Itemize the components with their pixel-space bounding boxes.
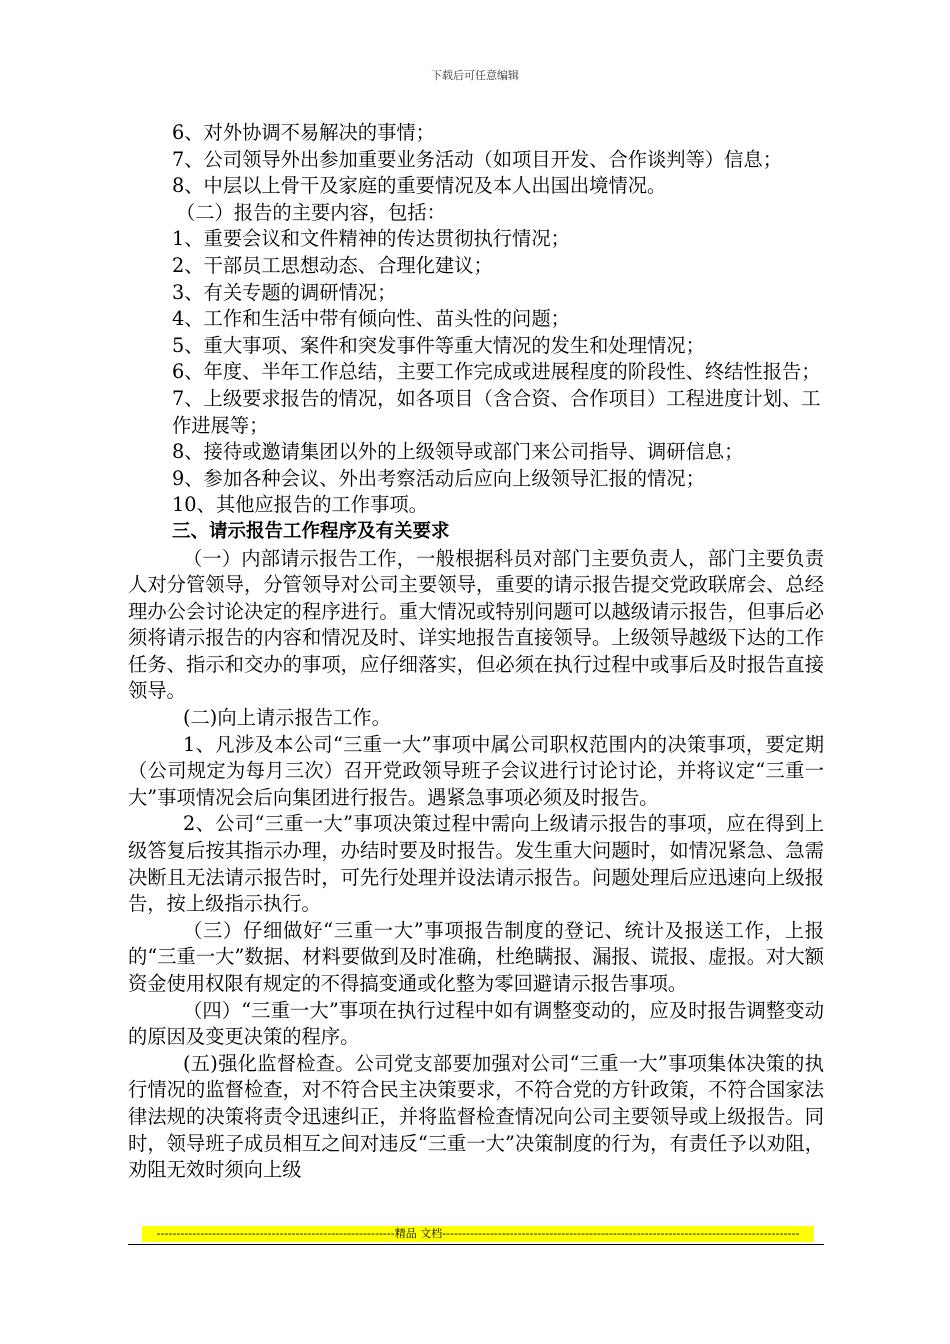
section-3-title: 三、请示报告工作程序及有关要求	[172, 520, 450, 542]
list-item: 10、其他应报告的工作事项。	[172, 493, 428, 517]
list-item: 8、中层以上骨干及家庭的重要情况及本人出国出境情况。	[172, 174, 667, 198]
page-header: 下载后可任意编辑	[431, 69, 519, 82]
list-item: 6、对外协调不易解决的事情；	[172, 121, 435, 144]
footer-banner: ------------------------------------------------------------精品 文档------------------------------------------------------------------------------------------	[142, 1226, 814, 1242]
list-item: 5、重大事项、案件和突发事件等重大情况的发生和处理情况；	[172, 333, 705, 357]
list-item: 7、公司领导外出参加重要业务活动（如项目开发、合作谈判等）信息；	[172, 147, 782, 171]
paragraph: (二)向上请示报告工作。	[183, 706, 391, 730]
footer-divider	[128, 1244, 824, 1245]
list-item: 6、年度、半年工作总结，主要工作完成或进展程度的阶段性、终结性报告；	[172, 360, 821, 384]
list-item: 3、有关专题的调研情况；	[172, 280, 397, 304]
list-b	[128, 226, 824, 519]
paragraph: 1、凡涉及本公司“三重一大”事项中属公司职权范围内的决策事项，要定期（公司规定为每月三次）召开党政领导班子会议进行讨论讨论，并将议定“三重一大”事项情况会后向集团进行报告。遇紧急事项必须及时报告。	[128, 732, 824, 809]
list-item: 1、重要会议和文件精神的传达贯彻执行情况；	[172, 227, 570, 251]
paragraph: （一）内部请示报告工作，一般根据科员对部门主要负责人，部门主要负责人对分管领导，分管领导对公司主要领导，重要的请示报告提交党政联席会、总经理办公会讨论决定的程序进行。重大情况或特别问题可以越级请示报告，但事后必须将请示报告的内容和情况及时、详实地报告直接领导。上级领导越级下达的工作任务、指示和交办的事项，应仔细落实，但必须在执行过程中或事后及时报告直接领导。	[128, 546, 824, 703]
paragraph: 2、公司“三重一大”事项决策过程中需向上级请示报告的事项，应在得到上级答复后按其指示办理，办结时要及时报告。发生重大问题时，如情况紧急、急需决断且无法请示报告时，可先行处理并设法请示报告。问题处理后应迅速向上级报告，按上级指示执行。	[128, 812, 824, 916]
list-item: 7、上级要求报告的情况，如各项目（含合资、合作项目）工程进度计划、工作进展等；	[172, 386, 821, 437]
paragraph: （四）“三重一大”事项在执行过程中如有调整变动的，应及时报告调整变动的原因及变更决策的程序。	[128, 998, 824, 1049]
list-item: 8、接待或邀请集团以外的上级领导或部门来公司指导、调研信息；	[172, 440, 744, 464]
paragraph: (五)强化监督检查。公司党支部要加强对公司“三重一大”事项集体决策的执行情况的监督检查，对不符合民主决策要求，不符合党的方针政策，不符合国家法律法规的决策将责令迅速纠正，并将监督检查情况向公司主要领导或上级报告。同时，领导班子成员相互之间对违反“三重一大”决策制度的行为，有责任予以劝阻，劝阻无效时须向上级	[128, 1051, 824, 1182]
list-a	[128, 120, 824, 200]
sub-heading-2: （二）报告的主要内容，包括：	[176, 200, 446, 224]
document-body	[128, 120, 824, 1184]
list-item: 4、工作和生活中带有倾向性、苗头性的问题；	[172, 307, 570, 331]
list-item: 2、干部员工思想动态、合理化建议；	[172, 253, 493, 277]
list-item: 9、参加各种会议、外出考察活动后应向上级领导汇报的情况；	[172, 466, 705, 490]
paragraph: （三）仔细做好“三重一大”事项报告制度的登记、统计及报送工作，上报的“三重一大”数据、材料要做到及时准确，杜绝瞒报、漏报、谎报、虚报。对大额资金使用权限有规定的不得搞变通或化整为零回避请示报告事项。	[128, 918, 824, 995]
